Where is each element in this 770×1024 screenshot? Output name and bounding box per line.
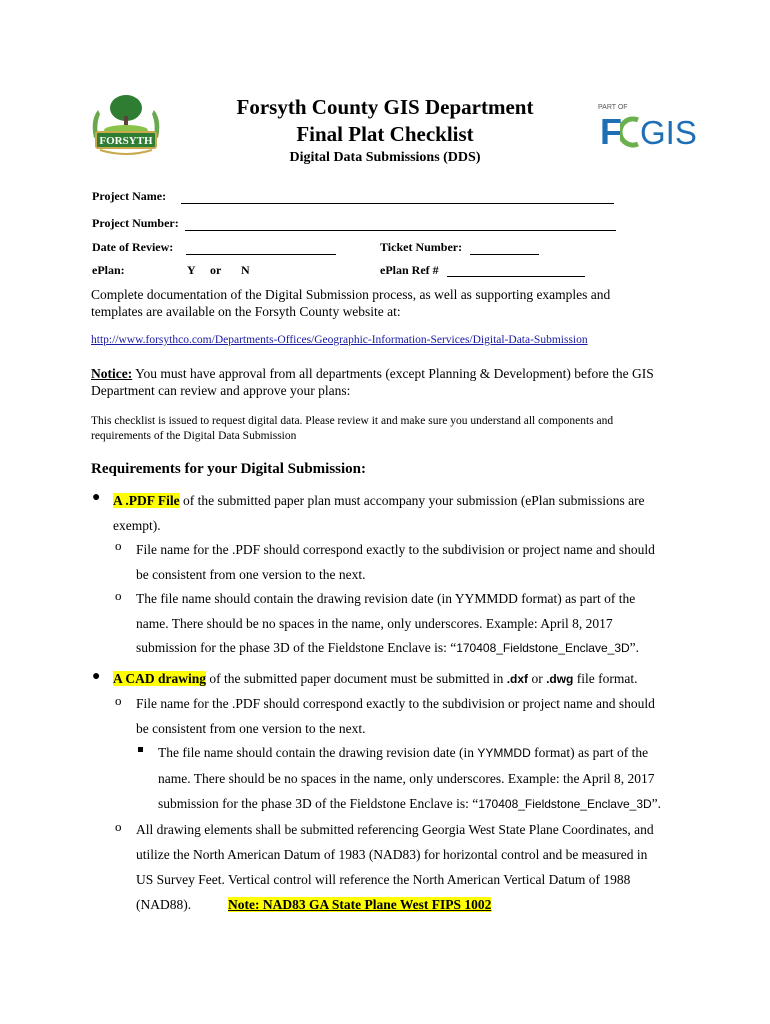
square-bullet-icon bbox=[138, 747, 143, 752]
circle-bullet-icon: o bbox=[115, 538, 122, 553]
notice-paragraph bbox=[91, 365, 654, 382]
cad-sub2-line1: All drawing elements shall be submitted referencing Georgia West State Plane Coordinates, and bbox=[136, 822, 654, 837]
eplan-or-text: or bbox=[210, 263, 222, 277]
circle-bullet-icon: o bbox=[115, 819, 122, 834]
cad-sq-text-b: format) as part of the bbox=[530, 745, 649, 760]
pdf-example-filename: 170408_Fieldstone_Enclave_3D bbox=[456, 641, 630, 655]
pdf-example-end: ”. bbox=[629, 640, 640, 655]
ticket-number-field[interactable] bbox=[470, 254, 539, 255]
nad83-note-highlight: Note: NAD83 GA State Plane West FIPS 1002 bbox=[228, 897, 492, 912]
pdf-sub2-line1: The file name should contain the drawing revision date (in YYMMDD format) as part of the bbox=[136, 591, 636, 606]
pdf-highlight: A .PDF File bbox=[113, 493, 180, 508]
cad-highlight: A CAD drawing bbox=[113, 671, 207, 686]
project-number-label: Project Number: bbox=[92, 216, 179, 230]
cad-sub2-line3: US Survey Feet. Vertical control will reference the North American Vertical Datum of 1988 bbox=[136, 872, 631, 887]
pdf-requirement bbox=[113, 488, 645, 513]
cad-sub1-line2: be consistent from one version to the next. bbox=[136, 721, 366, 736]
pdf-sub1-line1: File name for the .PDF should correspond exactly to the subdivision or project name and should bbox=[136, 542, 655, 557]
cad-sq-line1 bbox=[158, 740, 648, 766]
logo-text: FORSYTH bbox=[99, 135, 153, 147]
circle-bullet-icon: o bbox=[115, 693, 122, 708]
checklist-line1: This checklist is issued to request digital data. Please review it and make sure you understand all components and bbox=[91, 415, 614, 427]
dwg-format: .dwg bbox=[546, 672, 574, 686]
cad-sub2-line4: (NAD88). bbox=[136, 897, 192, 912]
date-of-review-field[interactable] bbox=[186, 254, 336, 255]
cad-text-a: of the submitted paper document must be submitted in bbox=[206, 671, 507, 686]
eplan-no-option[interactable]: N bbox=[241, 263, 250, 277]
pdf-sub2-line3 bbox=[136, 635, 639, 661]
page-title-line2: Final Plat Checklist bbox=[296, 122, 474, 146]
cad-text-c: file format. bbox=[573, 671, 638, 686]
pdf-example-text: submission for the phase 3D of the Fieldstone Enclave is: “ bbox=[136, 640, 457, 655]
cad-sq-text-a: The file name should contain the drawing revision date (in bbox=[158, 745, 478, 760]
eplan-label: ePlan: bbox=[92, 263, 125, 277]
fcgis-logo: F GIS bbox=[600, 111, 697, 152]
checklist-line2: requirements of the Digital Data Submission bbox=[91, 430, 297, 442]
project-number-field[interactable] bbox=[185, 230, 616, 231]
nad83-note bbox=[228, 892, 491, 917]
notice-text: You must have approval from all departments (except Planning & Development) before the GIS bbox=[132, 366, 654, 381]
eplan-ref-field[interactable] bbox=[447, 276, 585, 277]
dxf-format: .dxf bbox=[506, 672, 529, 686]
ticket-number-label: Ticket Number: bbox=[380, 240, 463, 254]
eplan-ref-label: ePlan Ref # bbox=[380, 263, 439, 277]
cad-sub2-line2: utilize the North American Datum of 1983 (NAD83) for horizontal control and be measured in bbox=[136, 847, 648, 862]
intro-line2: templates are available on the Forsyth County website at: bbox=[91, 304, 401, 319]
requirements-heading: Requirements for your Digital Submission: bbox=[91, 461, 367, 477]
notice-line2: Department can review and approve your plans: bbox=[91, 383, 351, 398]
pdf-requirement-text: of the submitted paper plan must accompany your submission (ePlan submissions are bbox=[179, 493, 645, 508]
page-title: Forsyth County GIS Department bbox=[236, 95, 534, 119]
pdf-requirement-line2: exempt). bbox=[113, 518, 161, 533]
intro-line1: Complete documentation of the Digital Submission process, as well as supporting examples and bbox=[91, 287, 611, 302]
pdf-sub1-line2: be consistent from one version to the next. bbox=[136, 567, 366, 582]
digital-submission-link[interactable]: http://www.forsythco.com/Departments-Offices/Geographic-Information-Services/Digital-Data-Submission bbox=[91, 334, 588, 346]
cad-sub1-line1: File name for the .PDF should correspond exactly to the subdivision or project name and should bbox=[136, 696, 655, 711]
cad-sq-line2: name. There should be no spaces in the name, only underscores. Example: the April 8, 2017 bbox=[158, 771, 655, 786]
bullet-icon: ● bbox=[92, 669, 101, 684]
pdf-sub2-line2: name. There should be no spaces in the name, only underscores. Example: April 8, 2017 bbox=[136, 616, 613, 631]
date-of-review-label: Date of Review: bbox=[92, 240, 174, 254]
notice-label: Notice: bbox=[91, 366, 133, 381]
page-subtitle: Digital Data Submissions (DDS) bbox=[289, 150, 481, 165]
eplan-yes-option[interactable]: Y bbox=[187, 263, 196, 277]
project-name-field[interactable] bbox=[181, 203, 614, 204]
cad-requirement bbox=[113, 666, 638, 692]
bullet-icon: ● bbox=[92, 490, 101, 505]
date-format-code: YYMMDD bbox=[477, 746, 531, 760]
cad-example-end: ”. bbox=[651, 796, 662, 811]
fcgis-logo-text: GIS bbox=[640, 114, 697, 151]
cad-sq-line3 bbox=[158, 791, 661, 817]
project-name-label: Project Name: bbox=[92, 189, 167, 203]
cad-text-b: or bbox=[528, 671, 547, 686]
cad-example-filename: 170408_Fieldstone_Enclave_3D bbox=[478, 797, 652, 811]
circle-bullet-icon: o bbox=[115, 588, 122, 603]
cad-example-text: submission for the phase 3D of the Fieldstone Enclave is: “ bbox=[158, 796, 479, 811]
fcgis-small-text: PART OF bbox=[598, 104, 628, 111]
